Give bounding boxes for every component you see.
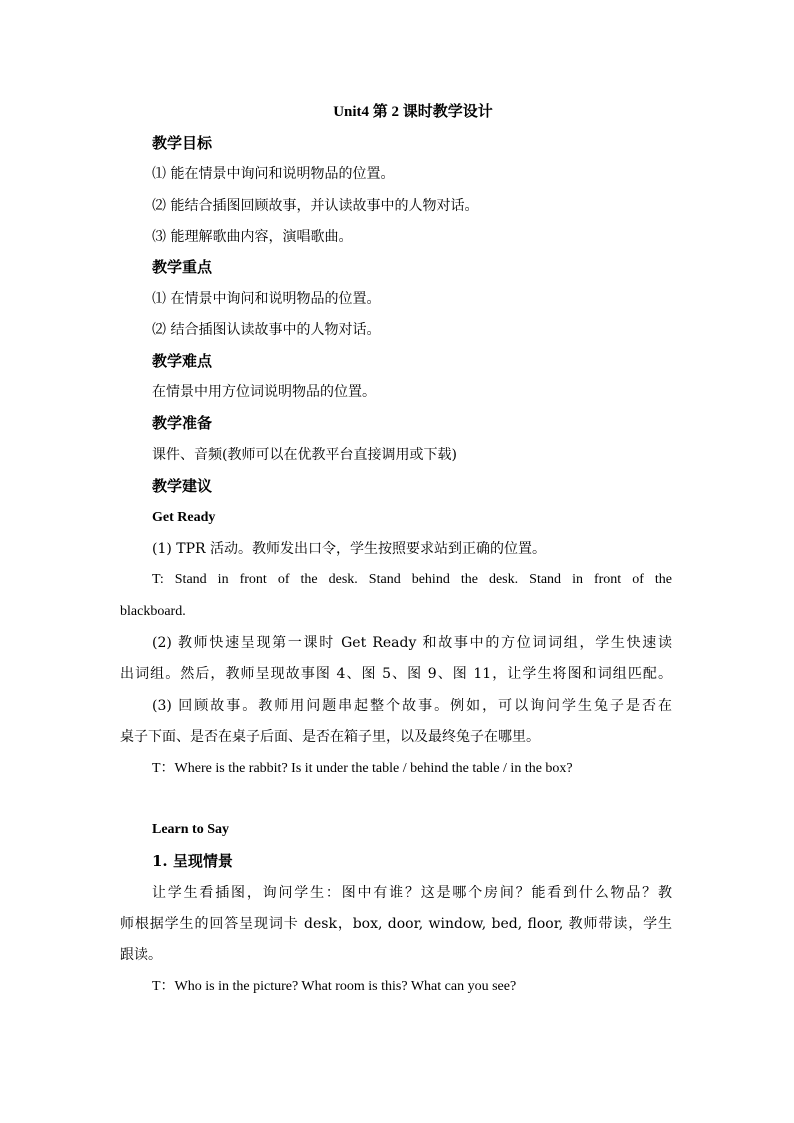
key-point-item-2: ⑵ 结合插图认读故事中的人物对话。 bbox=[152, 322, 381, 338]
learn-to-say-paragraph-1-line-1: 让学生看插图，询问学生：图中有谁？这是哪个房间？能看到什么物品？教 bbox=[152, 885, 672, 901]
preparation-heading: 教学准备 bbox=[152, 414, 213, 432]
get-ready-paragraph-5: T：Where is the rabbit? Is it under the table / behind the table / in the box? bbox=[152, 761, 573, 776]
get-ready-paragraph-2-line-1: T: Stand in front of the desk. Stand behind the desk. Stand in front of the bbox=[152, 572, 672, 587]
objective-item-3: ⑶ 能理解歌曲内容，演唱歌曲。 bbox=[152, 229, 353, 245]
get-ready-paragraph-3-line-2: 出词组。然后，教师呈现故事图 4、图 5、图 9、图 11，让学生将图和词组匹配。 bbox=[120, 666, 672, 682]
suggestions-heading: 教学建议 bbox=[152, 477, 213, 495]
document-title: Unit4 第 2 课时教学设计 bbox=[333, 104, 493, 120]
key-point-item-1: ⑴ 在情景中询问和说明物品的位置。 bbox=[152, 291, 381, 307]
get-ready-paragraph-4-line-1: (3) 回顾故事。教师用问题串起整个故事。例如，可以询问学生兔子是否在 bbox=[152, 698, 672, 714]
objective-item-1: ⑴ 能在情景中询问和说明物品的位置。 bbox=[152, 166, 395, 182]
get-ready-paragraph-3-line-1: (2) 教师快速呈现第一课时 Get Ready 和故事中的方位词词组，学生快速读 bbox=[152, 635, 672, 651]
get-ready-paragraph-4-line-2: 桌子下面、是否在桌子后面、是否在箱子里，以及最终兔子在哪里。 bbox=[120, 729, 540, 745]
difficulties-text: 在情景中用方位词说明物品的位置。 bbox=[152, 384, 376, 400]
learn-to-say-paragraph-1-line-3: 跟读。 bbox=[120, 947, 162, 963]
learn-to-say-heading: Learn to Say bbox=[152, 822, 229, 837]
learn-to-say-step-1-heading: 1. 呈现情景 bbox=[152, 852, 233, 870]
objectives-heading: 教学目标 bbox=[152, 134, 213, 152]
learn-to-say-paragraph-1-line-2: 师根据学生的回答呈现词卡 desk，box, door, window, bed, floor, 教师带读，学生 bbox=[120, 916, 672, 932]
learn-to-say-paragraph-2: T：Who is in the picture? What room is this? What can you see? bbox=[152, 979, 517, 994]
preparation-text: 课件、音频(教师可以在优教平台直接调用或下载) bbox=[152, 447, 457, 463]
get-ready-paragraph-2-line-2: blackboard. bbox=[120, 604, 186, 619]
key-points-heading: 教学重点 bbox=[152, 258, 213, 276]
get-ready-heading: Get Ready bbox=[152, 510, 216, 525]
difficulties-heading: 教学难点 bbox=[152, 352, 213, 370]
get-ready-paragraph-1: (1) TPR 活动。教师发出口令，学生按照要求站到正确的位置。 bbox=[152, 541, 547, 557]
objective-item-2: ⑵ 能结合插图回顾故事，并认读故事中的人物对话。 bbox=[152, 198, 479, 214]
